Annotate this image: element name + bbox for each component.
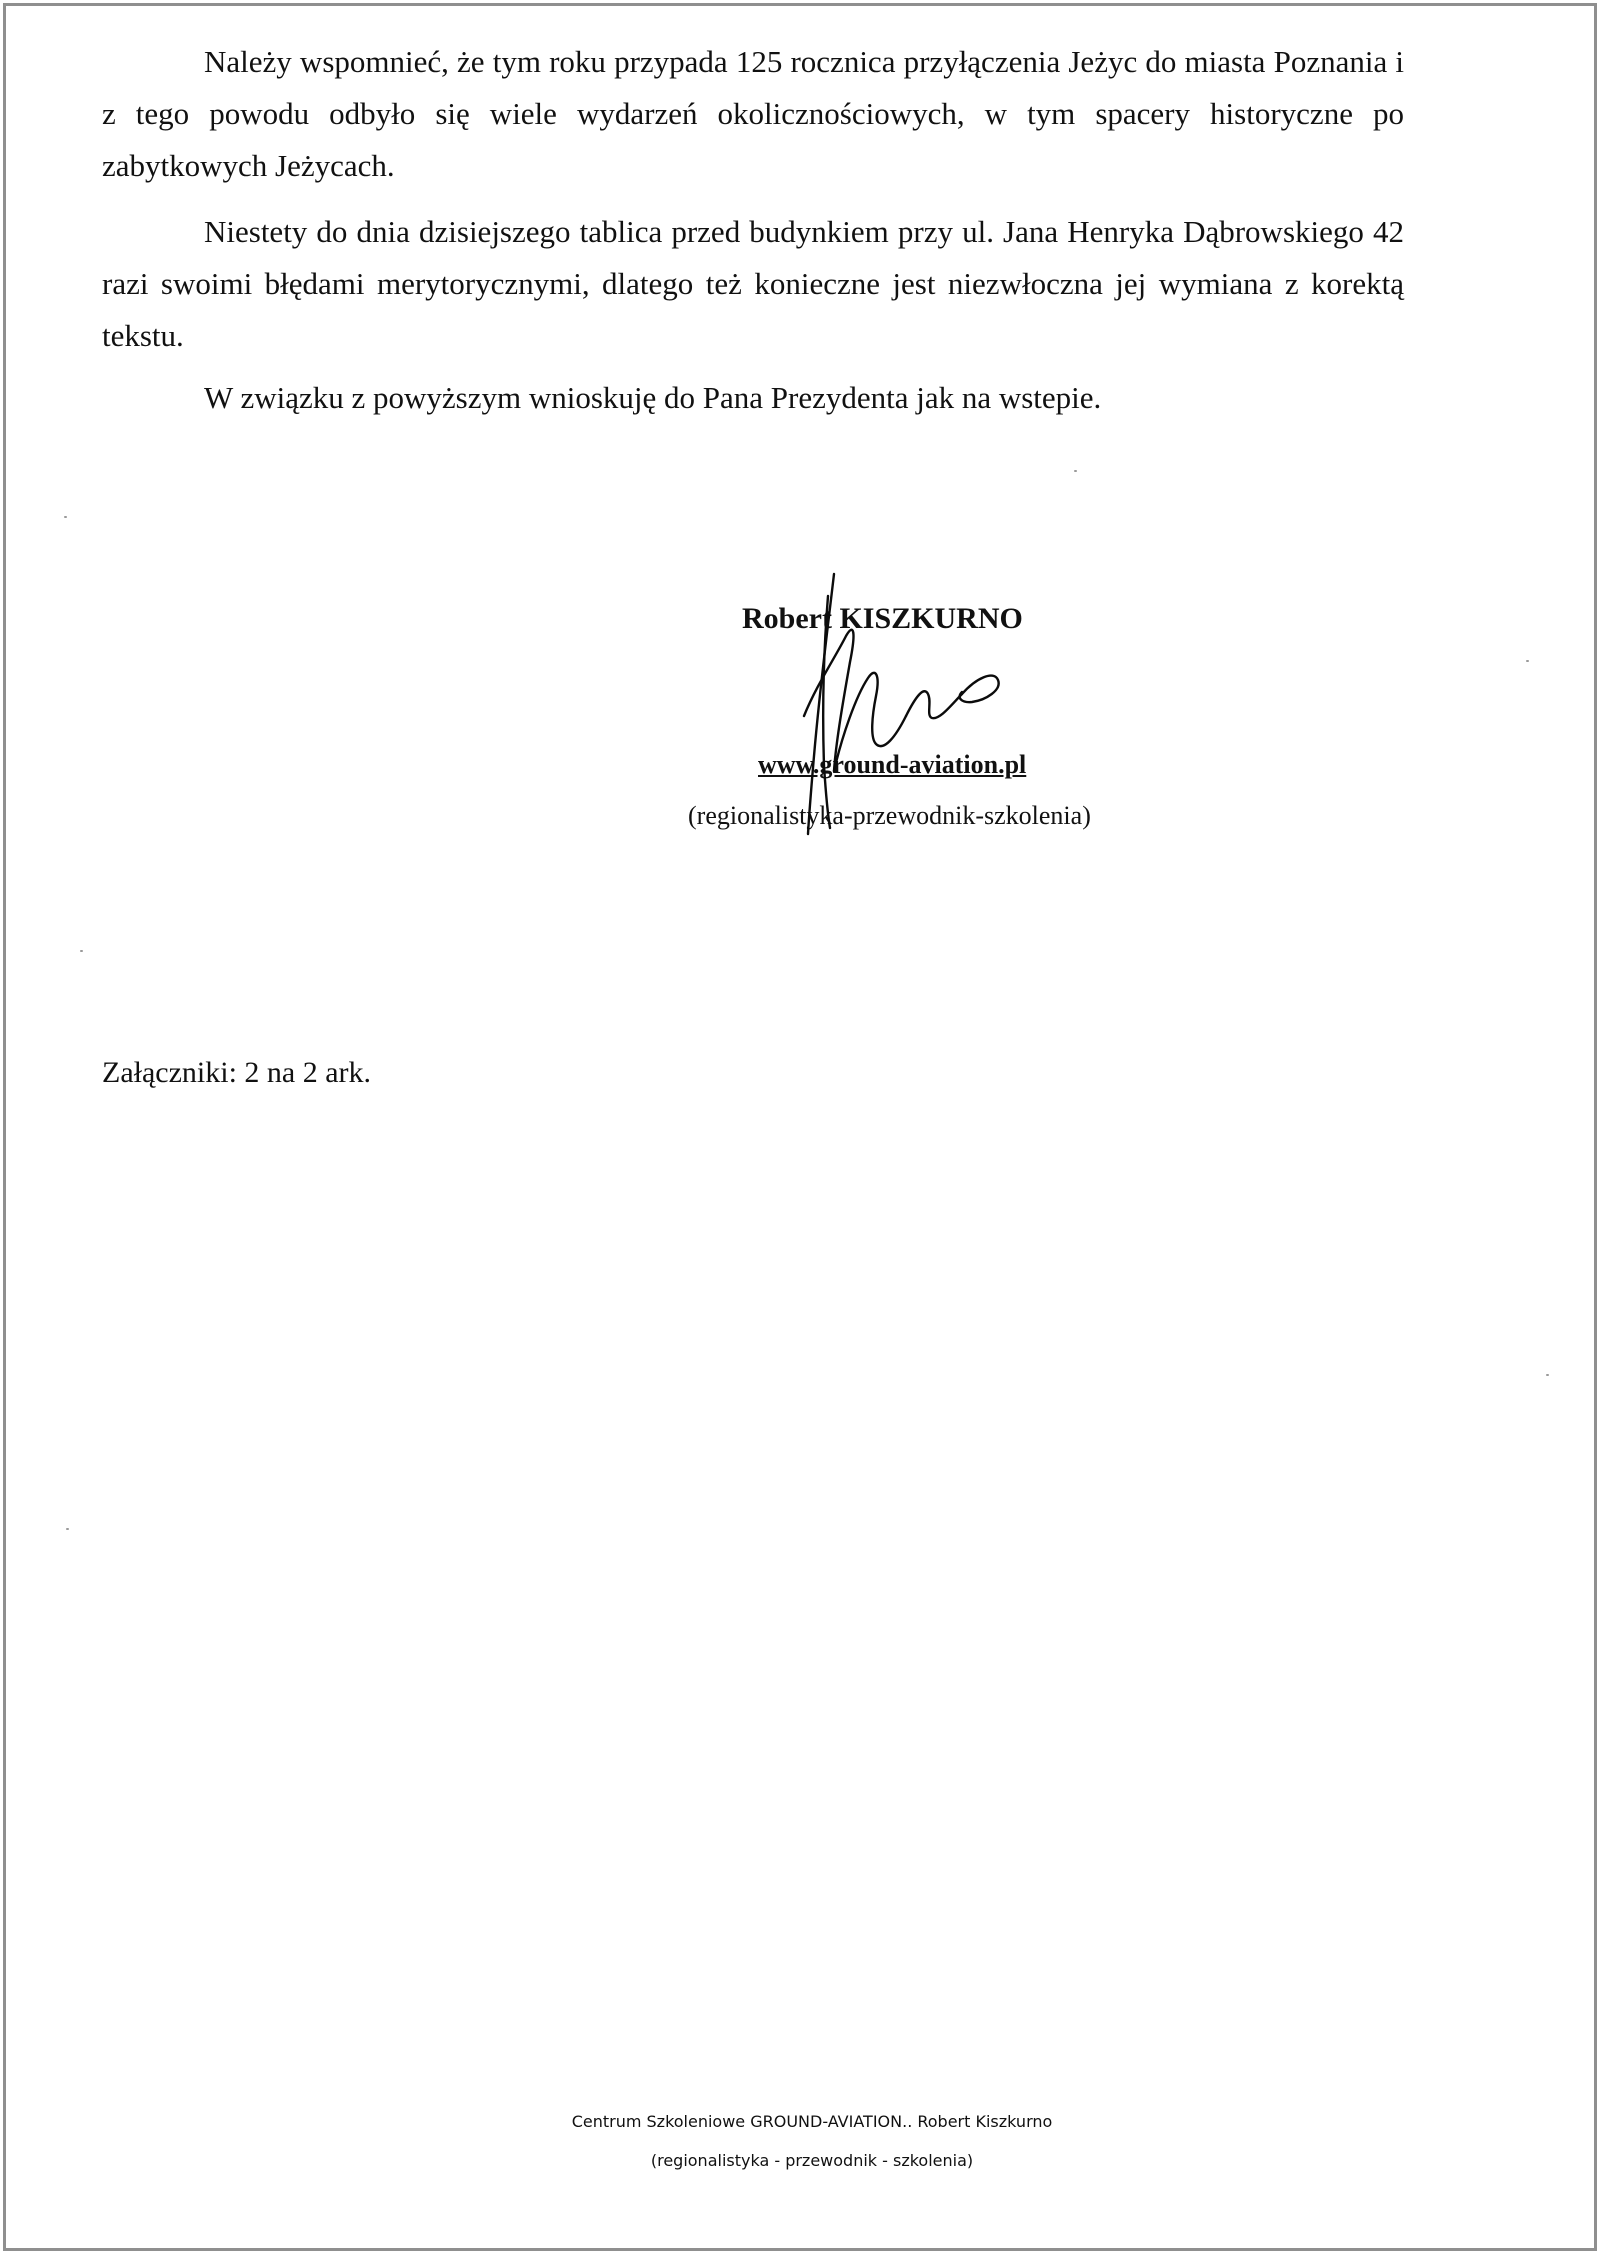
footer-tagline: (regionalistyka - przewodnik - szkolenia): [650, 2151, 974, 2170]
scan-speck: [1546, 1374, 1549, 1376]
paragraph-request: W związku z powyższym wnioskuję do Pana Prezydenta jak na wstepie.: [204, 380, 1102, 415]
scan-speck: [66, 1528, 69, 1530]
document-page: [3, 3, 1597, 2251]
paragraph-anniversary: Należy wspomnieć, że tym roku przypada 125 rocznica przyłączenia Jeżyc do miasta Poznania i z tego powodu odbyło się wiele wydarzeń okolicznościowych, w tym spacery historyczne po zabytkowych Jeżycach.: [102, 44, 1404, 183]
signatory-website: www.ground-aviation.pl: [758, 750, 1027, 779]
attachments-note: Załączniki: 2 na 2 ark.: [102, 1056, 372, 1089]
signatory-tagline: (regionalistyka-przewodnik-szkolenia): [688, 801, 1091, 830]
signatory-name: Robert KISZKURNO: [742, 602, 1023, 635]
scan-speck: [80, 950, 83, 952]
scan-speck: [1074, 470, 1077, 472]
paragraph-plaque-errors: Niestety do dnia dzisiejszego tablica przed budynkiem przy ul. Jana Henryka Dąbrowskiego 42 razi swoimi błędami merytorycznymi, dlatego też konieczne jest niezwłoczna jej wymiana z korektą tekstu.: [102, 214, 1404, 353]
footer-company: Centrum Szkoleniowe GROUND-AVIATION.. Robert Kiszkurno: [571, 2112, 1053, 2131]
scan-speck: [1526, 660, 1529, 662]
scan-speck: [64, 516, 67, 518]
handwritten-signature: [776, 566, 1016, 846]
